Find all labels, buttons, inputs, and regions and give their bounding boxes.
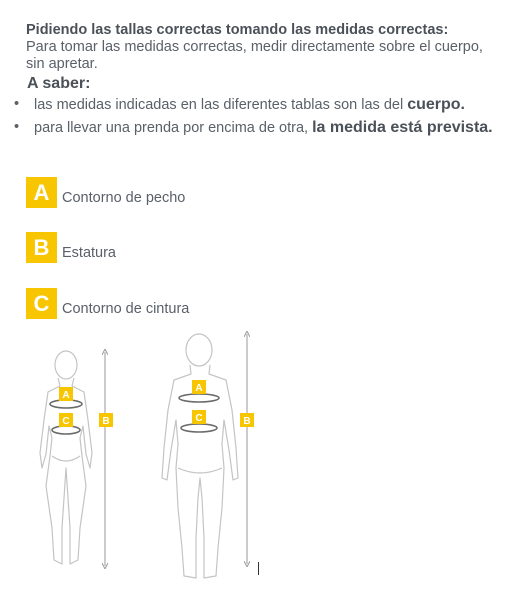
legend-row-c <box>26 288 326 320</box>
intro-text: Para tomar las medidas correctas, medir directamente sobre el cuerpo, sin apretar. <box>26 39 483 72</box>
bullet-bold: cuerpo. <box>407 96 465 113</box>
female-waist-ring <box>52 413 80 434</box>
legend-label-b: Estatura <box>62 245 116 261</box>
male-chest-ring <box>179 380 219 402</box>
male-label-b: B <box>243 416 251 427</box>
text-cursor <box>258 562 259 575</box>
male-figure <box>162 334 238 578</box>
female-label-c: C <box>62 416 70 427</box>
badge-b: B <box>26 232 57 263</box>
male-label-c: C <box>195 413 203 424</box>
bullet-dot: • <box>14 96 20 112</box>
legend-row-a <box>26 177 326 209</box>
bullet-bold: la medida está prevista. <box>312 119 493 136</box>
bullet-text: para llevar una prenda por encima de otra, <box>34 120 313 136</box>
intro-title: Pidiendo las tallas correctas tomando las medidas correctas: <box>26 22 449 38</box>
saber-heading: A saber: <box>27 75 91 92</box>
bullet-dot: • <box>14 119 20 135</box>
female-label-a: A <box>62 390 70 401</box>
bullet-item <box>0 95 520 115</box>
male-waist-ring <box>181 410 217 432</box>
legend-label-c: Contorno de cintura <box>62 301 190 317</box>
measurement-figures <box>0 328 522 593</box>
female-chest-ring <box>50 387 82 408</box>
male-label-a: A <box>195 383 203 394</box>
female-figure <box>40 351 92 564</box>
bullet-item <box>0 118 520 138</box>
bullet-list <box>0 95 520 141</box>
badge-c: C <box>26 288 57 319</box>
legend-row-b <box>26 232 326 264</box>
badge-a: A <box>26 177 57 208</box>
female-label-b: B <box>102 416 110 427</box>
bullet-text: las medidas indicadas en las diferentes tablas son las del <box>34 97 408 113</box>
legend-label-a: Contorno de pecho <box>62 190 186 206</box>
